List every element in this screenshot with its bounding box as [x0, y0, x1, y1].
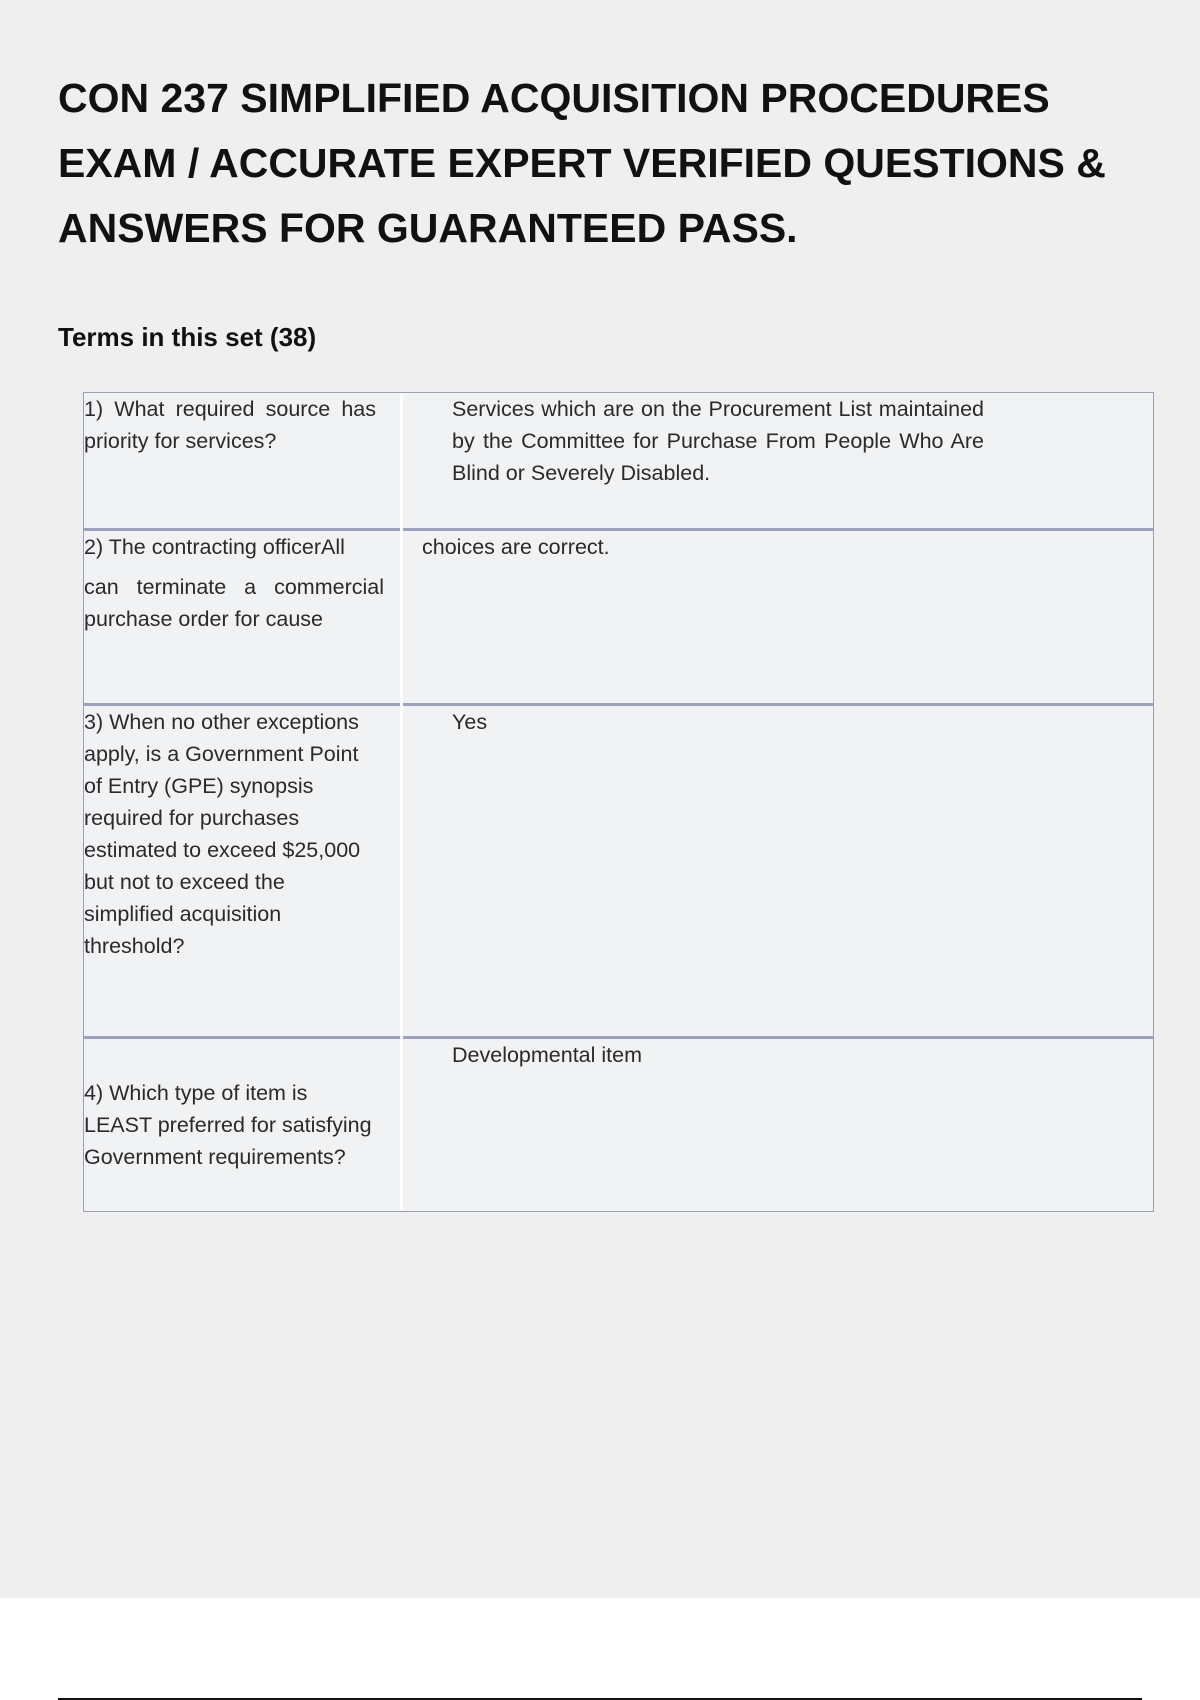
answer-text: Developmental item — [452, 1043, 643, 1067]
question-text: 4) Which type of item is LEAST preferred for satisfying Government requirements? — [84, 1081, 372, 1169]
qa-table — [83, 392, 1154, 1212]
answer-text: Services which are on the Procurement List maintained by the Committee for Purchase From People Who Are Blind or Severely Disabled. — [452, 397, 984, 485]
question-text: 1) What required source has priority for services? — [84, 397, 376, 453]
answer-text: Yes — [452, 710, 488, 734]
answer-text: choices are correct. — [422, 535, 610, 559]
terms-heading: Terms in this set (38) — [58, 322, 317, 352]
column-divider — [400, 393, 403, 1209]
table-row — [84, 706, 1153, 1036]
document-title: CON 237 SIMPLIFIED ACQUISITION PROCEDURES EXAM / ACCURATE EXPERT VERIFIED QUESTIONS & ANSWERS FOR GUARANTEED PASS. — [58, 75, 1106, 251]
question-text: 2) The contracting officerAll — [84, 535, 345, 559]
question-text-continued: can terminate a commercial purchase order for cause — [84, 575, 384, 631]
table-row — [84, 1039, 1153, 1209]
table-row — [84, 393, 1153, 528]
question-text: 3) When no other exceptions apply, is a Government Point of Entry (GPE) synopsis required for purchases estimated to exceed $25,000 but not to exceed the simplified acquisition threshold? — [84, 710, 361, 958]
table-row — [84, 531, 1153, 703]
